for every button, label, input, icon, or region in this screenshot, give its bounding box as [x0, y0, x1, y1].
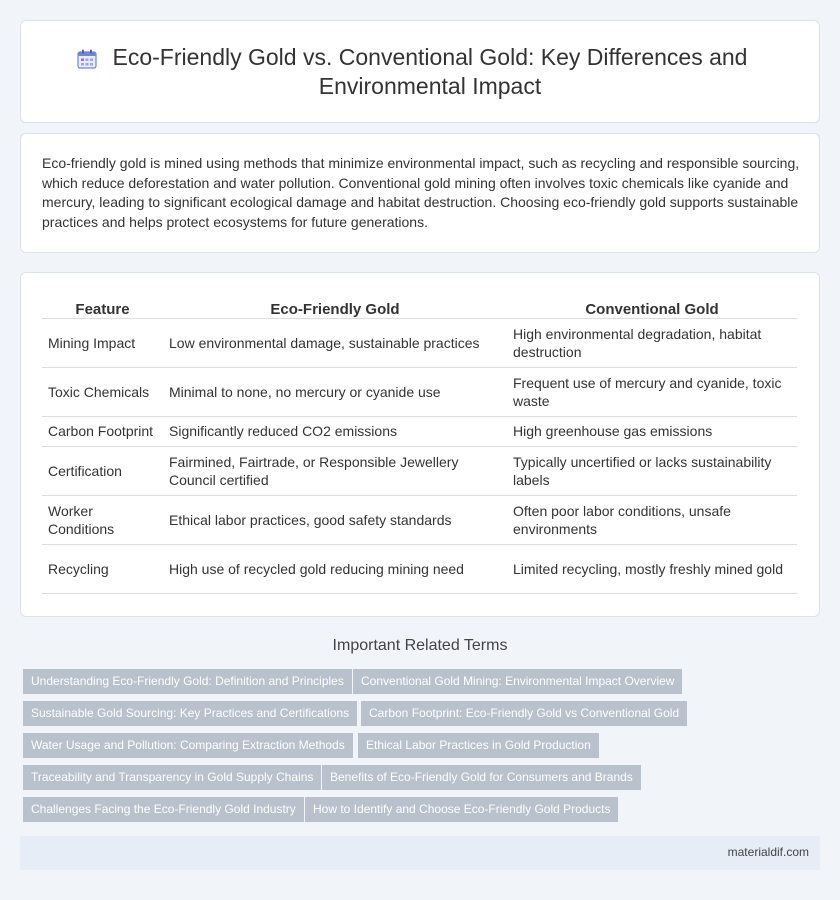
- conventional-cell: Limited recycling, mostly freshly mined gold: [507, 544, 797, 593]
- conventional-cell: High environmental degradation, habitat destruction: [507, 318, 797, 367]
- table-row: [42, 544, 797, 593]
- header-conventional: Conventional Gold: [507, 295, 797, 318]
- page-title: Eco-Friendly Gold vs. Conventional Gold: Key Differences and Environmental Impact: [112, 43, 748, 99]
- related-term-link[interactable]: Carbon Footprint: Eco-Friendly Gold vs Conventional Gold: [361, 701, 687, 726]
- conventional-cell: High greenhouse gas emissions: [507, 416, 797, 446]
- header-feature: Feature: [42, 295, 163, 318]
- title-card: [20, 20, 820, 123]
- header-eco-friendly: Eco-Friendly Gold: [163, 295, 507, 318]
- footer-bar: [20, 836, 820, 870]
- feature-cell: Worker Conditions: [42, 495, 163, 544]
- conventional-cell: Frequent use of mercury and cyanide, toxic waste: [507, 367, 797, 416]
- related-term-link[interactable]: Ethical Labor Practices in Gold Production: [358, 733, 599, 758]
- eco-cell: Fairmined, Fairtrade, or Responsible Jewellery Council certified: [163, 446, 507, 495]
- related-term-link[interactable]: Sustainable Gold Sourcing: Key Practices and Certifications: [23, 701, 357, 726]
- conventional-cell: Typically uncertified or lacks sustainability labels: [507, 446, 797, 495]
- related-terms-heading: Important Related Terms: [332, 637, 508, 654]
- related-term-link[interactable]: Challenges Facing the Eco-Friendly Gold Industry: [23, 797, 304, 822]
- eco-cell: Low environmental damage, sustainable practices: [163, 318, 507, 367]
- eco-cell: Minimal to none, no mercury or cyanide use: [163, 367, 507, 416]
- feature-cell: Toxic Chemicals: [42, 367, 163, 416]
- table-header-row: [42, 295, 797, 318]
- table-row: [42, 416, 797, 446]
- feature-cell: Carbon Footprint: [42, 416, 163, 446]
- table-row: [42, 367, 797, 416]
- related-term-link[interactable]: Benefits of Eco-Friendly Gold for Consumers and Brands: [322, 765, 641, 790]
- eco-cell: High use of recycled gold reducing mining need: [163, 544, 507, 593]
- related-term-link[interactable]: How to Identify and Choose Eco-Friendly Gold Products: [305, 797, 618, 822]
- feature-cell: Mining Impact: [42, 318, 163, 367]
- related-term-link[interactable]: Conventional Gold Mining: Environmental Impact Overview: [353, 669, 682, 694]
- table-row: [42, 446, 797, 495]
- footer-site-name: materialdif.com: [727, 845, 809, 859]
- comparison-table-card: [20, 272, 820, 617]
- related-term-link[interactable]: Water Usage and Pollution: Comparing Extraction Methods: [23, 733, 353, 758]
- comparison-table: [42, 295, 797, 594]
- table-row: [42, 318, 797, 367]
- eco-cell: Ethical labor practices, good safety standards: [163, 495, 507, 544]
- feature-cell: Recycling: [42, 544, 163, 593]
- feature-cell: Certification: [42, 446, 163, 495]
- related-term-link[interactable]: Traceability and Transparency in Gold Supply Chains: [23, 765, 321, 790]
- conventional-cell: Often poor labor conditions, unsafe environments: [507, 495, 797, 544]
- title-wrap: [21, 21, 819, 122]
- related-term-link[interactable]: Understanding Eco-Friendly Gold: Definition and Principles: [23, 669, 352, 694]
- summary-card: [20, 133, 820, 253]
- eco-cell: Significantly reduced CO2 emissions: [163, 416, 507, 446]
- summary-text: Eco-friendly gold is mined using methods that minimize environmental impact, such as recycling and responsible sourcing, which reduce deforestation and water pollution. Conventional gold mining often involves toxic chemicals like cyanide and mercury, leading to significant ecological damage and habitat destruction. Choosing eco-friendly gold supports sustainable practices and helps protect ecosystems for future generations.: [42, 155, 800, 230]
- table-row: [42, 495, 797, 544]
